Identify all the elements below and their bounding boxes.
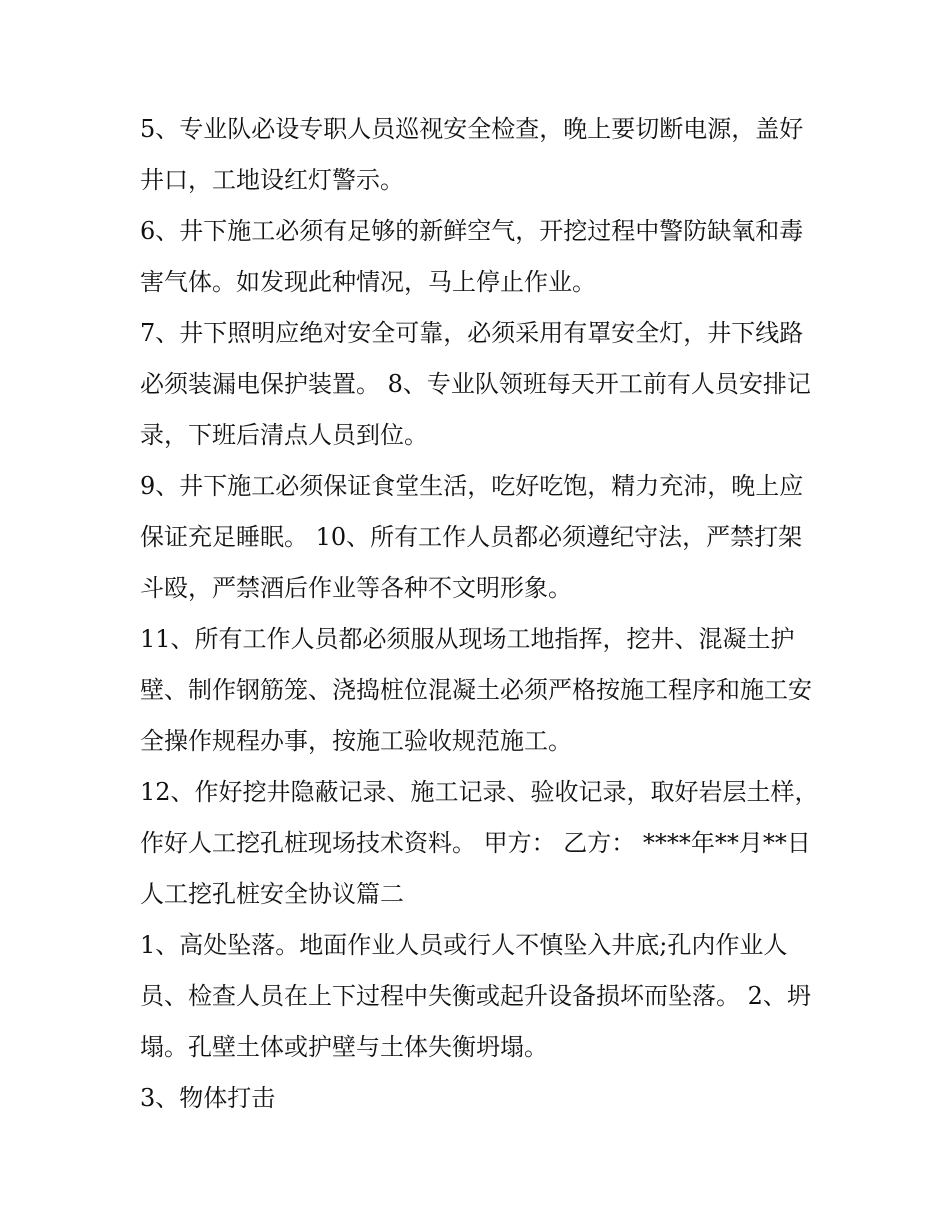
document-body [140,104,820,1124]
paragraph-item-9-10: 9、井下施工必须保证食堂生活，吃好吃饱，精力充沛，晚上应保证充足睡眠。 10、所有工作人员都必须遵纪守法，严禁打架斗殴，严禁酒后作业等各种不文明形象。 [140,472,804,602]
paragraph-item-12: 12、作好挖井隐蔽记录、施工记录、验收记录，取好岩层土样，作好人工挖孔桩现场技术资料。 甲方： 乙方： ****年**月**日 人工挖孔桩安全协议篇二 [140,778,819,908]
paragraph-item-5: 5、专业队必设专职人员巡视安全检查，晚上要切断电源，盖好井口，工地设红灯警示。 [140,115,804,194]
paragraph-item-11: 11、所有工作人员都必须服从现场工地指挥，挖井、混凝土护壁、制作钢筋笼、浇捣桩位混凝土必须严格按施工程序和施工安全操作规程办事，按施工验收规范施工。 [140,625,812,755]
paragraph-hazard-1-2: 1、高处坠落。地面作业人员或行人不慎坠入井底;孔内作业人员、检查人员在上下过程中失衡或起升设备损坏而坠落。 2、坍塌。孔壁土体或护壁与土体失衡坍塌。 [140,931,811,1061]
paragraph-hazard-3: 3、物体打击 [140,1084,276,1112]
paragraph-item-6: 6、井下施工必须有足够的新鲜空气，开挖过程中警防缺氧和毒害气体。如发现此种情况，马上停止作业。 [140,217,804,296]
paragraph-item-7-8: 7、井下照明应绝对安全可靠，必须采用有罩安全灯，井下线路必须装漏电保护装置。 8、专业队领班每天开工前有人员安排记录，下班后清点人员到位。 [140,319,811,449]
